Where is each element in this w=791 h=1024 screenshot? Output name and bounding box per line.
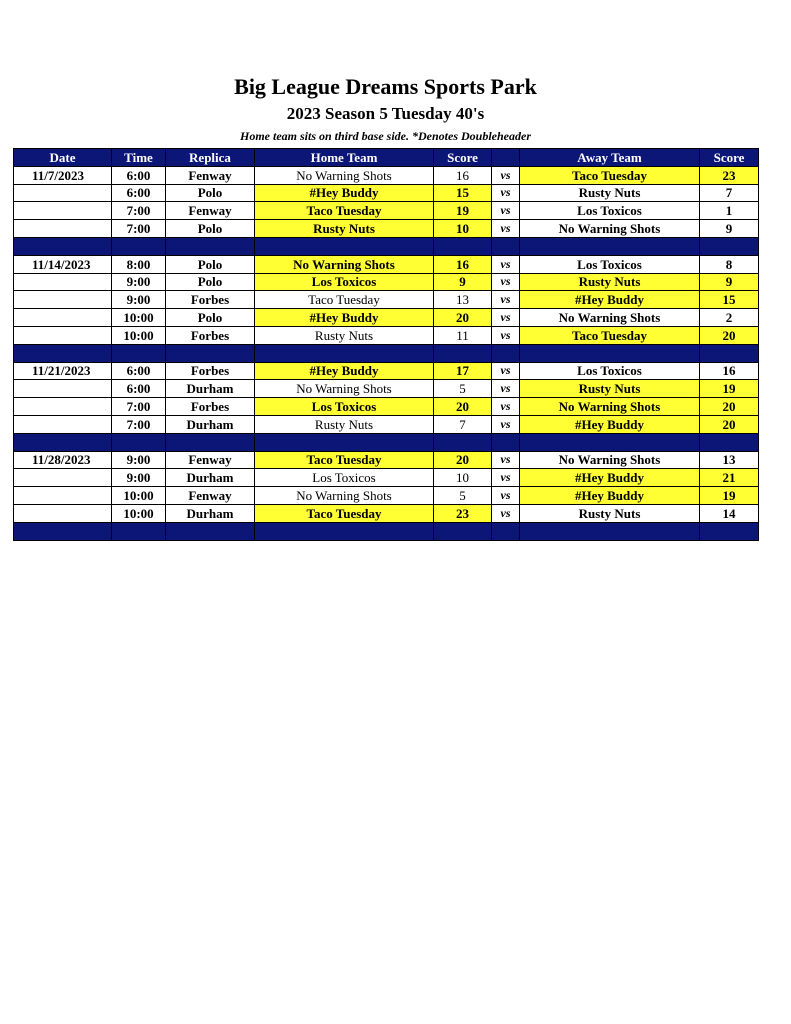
home-team: Los Toxicos xyxy=(255,273,434,291)
game-time: 7:00 xyxy=(112,415,166,433)
vs-label: vs xyxy=(492,291,520,309)
home-team: No Warning Shots xyxy=(255,487,434,505)
vs-label: vs xyxy=(492,362,520,380)
home-score: 15 xyxy=(434,184,492,202)
game-time: 7:00 xyxy=(112,398,166,416)
game-field: Polo xyxy=(166,309,255,327)
table-row xyxy=(14,309,759,327)
separator-cell xyxy=(255,433,434,451)
separator-cell xyxy=(520,237,700,255)
table-row xyxy=(14,469,759,487)
away-team: Los Toxicos xyxy=(520,362,700,380)
away-score: 9 xyxy=(700,220,759,238)
table-row xyxy=(14,255,759,273)
game-date xyxy=(14,202,112,220)
away-score: 21 xyxy=(700,469,759,487)
game-time: 9:00 xyxy=(112,469,166,487)
home-score: 16 xyxy=(434,166,492,184)
game-field: Forbes xyxy=(166,398,255,416)
away-team: No Warning Shots xyxy=(520,220,700,238)
separator-cell xyxy=(700,433,759,451)
home-team: Los Toxicos xyxy=(255,398,434,416)
away-team: #Hey Buddy xyxy=(520,415,700,433)
away-team: Rusty Nuts xyxy=(520,380,700,398)
home-team: Los Toxicos xyxy=(255,469,434,487)
away-team: #Hey Buddy xyxy=(520,291,700,309)
separator-cell xyxy=(700,522,759,540)
away-score: 19 xyxy=(700,487,759,505)
table-row xyxy=(14,326,759,344)
separator-cell xyxy=(520,522,700,540)
home-team: #Hey Buddy xyxy=(255,309,434,327)
vs-label: vs xyxy=(492,166,520,184)
vs-label: vs xyxy=(492,326,520,344)
separator-cell xyxy=(255,237,434,255)
game-field: Fenway xyxy=(166,202,255,220)
separator-cell xyxy=(166,344,255,362)
game-date xyxy=(14,309,112,327)
home-score: 10 xyxy=(434,469,492,487)
home-team: Rusty Nuts xyxy=(255,326,434,344)
game-date xyxy=(14,469,112,487)
game-time: 9:00 xyxy=(112,291,166,309)
separator-cell xyxy=(700,344,759,362)
table-row xyxy=(14,220,759,238)
table-row xyxy=(14,202,759,220)
separator-cell xyxy=(434,237,492,255)
game-date xyxy=(14,184,112,202)
game-field: Forbes xyxy=(166,291,255,309)
vs-label: vs xyxy=(492,255,520,273)
table-row xyxy=(14,398,759,416)
page-title: Big League Dreams Sports Park xyxy=(234,74,537,99)
game-date xyxy=(14,398,112,416)
away-team: #Hey Buddy xyxy=(520,469,700,487)
home-team: No Warning Shots xyxy=(255,380,434,398)
game-date: 11/21/2023 xyxy=(14,362,112,380)
home-team: Rusty Nuts xyxy=(255,220,434,238)
separator-cell xyxy=(520,433,700,451)
column-header-replica: Replica xyxy=(166,149,255,167)
game-field: Fenway xyxy=(166,451,255,469)
game-time: 9:00 xyxy=(112,451,166,469)
game-time: 10:00 xyxy=(112,487,166,505)
home-score: 20 xyxy=(434,398,492,416)
vs-label: vs xyxy=(492,202,520,220)
game-date xyxy=(14,326,112,344)
away-score: 23 xyxy=(700,166,759,184)
game-time: 7:00 xyxy=(112,220,166,238)
schedule-table xyxy=(13,148,759,541)
week-separator-row xyxy=(14,522,759,540)
away-team: Taco Tuesday xyxy=(520,166,700,184)
away-score: 13 xyxy=(700,451,759,469)
game-field: Polo xyxy=(166,184,255,202)
home-team: #Hey Buddy xyxy=(255,362,434,380)
home-score: 10 xyxy=(434,220,492,238)
vs-label: vs xyxy=(492,398,520,416)
separator-cell xyxy=(434,344,492,362)
vs-label: vs xyxy=(492,451,520,469)
separator-cell xyxy=(112,344,166,362)
column-header-away-team: Away Team xyxy=(520,149,700,167)
separator-cell xyxy=(14,344,112,362)
game-date xyxy=(14,487,112,505)
game-date: 11/28/2023 xyxy=(14,451,112,469)
game-field: Forbes xyxy=(166,326,255,344)
away-score: 8 xyxy=(700,255,759,273)
game-time: 9:00 xyxy=(112,273,166,291)
home-team: Taco Tuesday xyxy=(255,451,434,469)
home-team: No Warning Shots xyxy=(255,166,434,184)
game-date xyxy=(14,380,112,398)
game-date xyxy=(14,291,112,309)
away-score: 20 xyxy=(700,398,759,416)
column-header-away-score: Score xyxy=(700,149,759,167)
home-score: 7 xyxy=(434,415,492,433)
table-row xyxy=(14,487,759,505)
away-score: 1 xyxy=(700,202,759,220)
separator-cell xyxy=(166,433,255,451)
vs-label: vs xyxy=(492,415,520,433)
game-field: Durham xyxy=(166,415,255,433)
vs-label: vs xyxy=(492,504,520,522)
away-score: 20 xyxy=(700,415,759,433)
separator-cell xyxy=(492,344,520,362)
separator-cell xyxy=(700,237,759,255)
home-team: No Warning Shots xyxy=(255,255,434,273)
away-score: 2 xyxy=(700,309,759,327)
separator-cell xyxy=(166,522,255,540)
separator-cell xyxy=(255,522,434,540)
table-row xyxy=(14,415,759,433)
away-score: 14 xyxy=(700,504,759,522)
separator-cell xyxy=(112,237,166,255)
separator-cell xyxy=(14,522,112,540)
home-score: 9 xyxy=(434,273,492,291)
home-score: 19 xyxy=(434,202,492,220)
away-team: Rusty Nuts xyxy=(520,273,700,291)
home-score: 13 xyxy=(434,291,492,309)
separator-cell xyxy=(492,522,520,540)
away-team: Rusty Nuts xyxy=(520,504,700,522)
vs-label: vs xyxy=(492,309,520,327)
game-time: 6:00 xyxy=(112,380,166,398)
separator-cell xyxy=(166,237,255,255)
game-time: 10:00 xyxy=(112,326,166,344)
game-time: 6:00 xyxy=(112,166,166,184)
away-team: No Warning Shots xyxy=(520,309,700,327)
home-team: #Hey Buddy xyxy=(255,184,434,202)
home-score: 23 xyxy=(434,504,492,522)
home-score: 20 xyxy=(434,309,492,327)
table-row xyxy=(14,380,759,398)
home-team: Rusty Nuts xyxy=(255,415,434,433)
table-row xyxy=(14,291,759,309)
away-score: 15 xyxy=(700,291,759,309)
away-score: 7 xyxy=(700,184,759,202)
game-field: Polo xyxy=(166,273,255,291)
game-date xyxy=(14,415,112,433)
table-row xyxy=(14,504,759,522)
home-team: Taco Tuesday xyxy=(255,291,434,309)
column-header-home-team: Home Team xyxy=(255,149,434,167)
week-separator-row xyxy=(14,433,759,451)
separator-cell xyxy=(434,433,492,451)
schedule-note: Home team sits on third base side. *Denotes Doubleheader xyxy=(240,129,531,143)
game-date xyxy=(14,273,112,291)
away-team: Los Toxicos xyxy=(520,202,700,220)
separator-cell xyxy=(14,433,112,451)
season-subtitle: 2023 Season 5 Tuesday 40's xyxy=(286,104,485,123)
column-header-vs xyxy=(492,149,520,167)
game-date: 11/7/2023 xyxy=(14,166,112,184)
column-header-home-score: Score xyxy=(434,149,492,167)
separator-cell xyxy=(112,522,166,540)
away-team: Rusty Nuts xyxy=(520,184,700,202)
vs-label: vs xyxy=(492,469,520,487)
schedule-body xyxy=(14,166,759,540)
home-score: 5 xyxy=(434,487,492,505)
away-score: 16 xyxy=(700,362,759,380)
week-separator-row xyxy=(14,237,759,255)
away-team: #Hey Buddy xyxy=(520,487,700,505)
separator-cell xyxy=(255,344,434,362)
separator-cell xyxy=(520,344,700,362)
home-score: 5 xyxy=(434,380,492,398)
game-field: Durham xyxy=(166,380,255,398)
game-field: Durham xyxy=(166,504,255,522)
separator-cell xyxy=(434,522,492,540)
separator-cell xyxy=(492,237,520,255)
table-row xyxy=(14,273,759,291)
away-score: 19 xyxy=(700,380,759,398)
home-score: 20 xyxy=(434,451,492,469)
game-time: 7:00 xyxy=(112,202,166,220)
home-score: 11 xyxy=(434,326,492,344)
away-score: 20 xyxy=(700,326,759,344)
vs-label: vs xyxy=(492,273,520,291)
game-field: Fenway xyxy=(166,166,255,184)
game-field: Forbes xyxy=(166,362,255,380)
column-header-date: Date xyxy=(14,149,112,167)
game-date: 11/14/2023 xyxy=(14,255,112,273)
week-separator-row xyxy=(14,344,759,362)
separator-cell xyxy=(14,237,112,255)
vs-label: vs xyxy=(492,184,520,202)
separator-cell xyxy=(112,433,166,451)
home-team: Taco Tuesday xyxy=(255,202,434,220)
away-team: No Warning Shots xyxy=(520,451,700,469)
game-field: Polo xyxy=(166,220,255,238)
game-date xyxy=(14,504,112,522)
table-row xyxy=(14,451,759,469)
game-field: Polo xyxy=(166,255,255,273)
vs-label: vs xyxy=(492,380,520,398)
column-header-time: Time xyxy=(112,149,166,167)
table-row xyxy=(14,184,759,202)
game-time: 6:00 xyxy=(112,362,166,380)
game-field: Fenway xyxy=(166,487,255,505)
game-field: Durham xyxy=(166,469,255,487)
vs-label: vs xyxy=(492,487,520,505)
away-team: Taco Tuesday xyxy=(520,326,700,344)
home-score: 16 xyxy=(434,255,492,273)
separator-cell xyxy=(492,433,520,451)
game-time: 10:00 xyxy=(112,504,166,522)
table-row xyxy=(14,362,759,380)
game-time: 6:00 xyxy=(112,184,166,202)
home-score: 17 xyxy=(434,362,492,380)
away-score: 9 xyxy=(700,273,759,291)
home-team: Taco Tuesday xyxy=(255,504,434,522)
table-header-row xyxy=(14,149,759,167)
away-team: No Warning Shots xyxy=(520,398,700,416)
game-date xyxy=(14,220,112,238)
vs-label: vs xyxy=(492,220,520,238)
table-row xyxy=(14,166,759,184)
away-team: Los Toxicos xyxy=(520,255,700,273)
game-time: 10:00 xyxy=(112,309,166,327)
game-time: 8:00 xyxy=(112,255,166,273)
